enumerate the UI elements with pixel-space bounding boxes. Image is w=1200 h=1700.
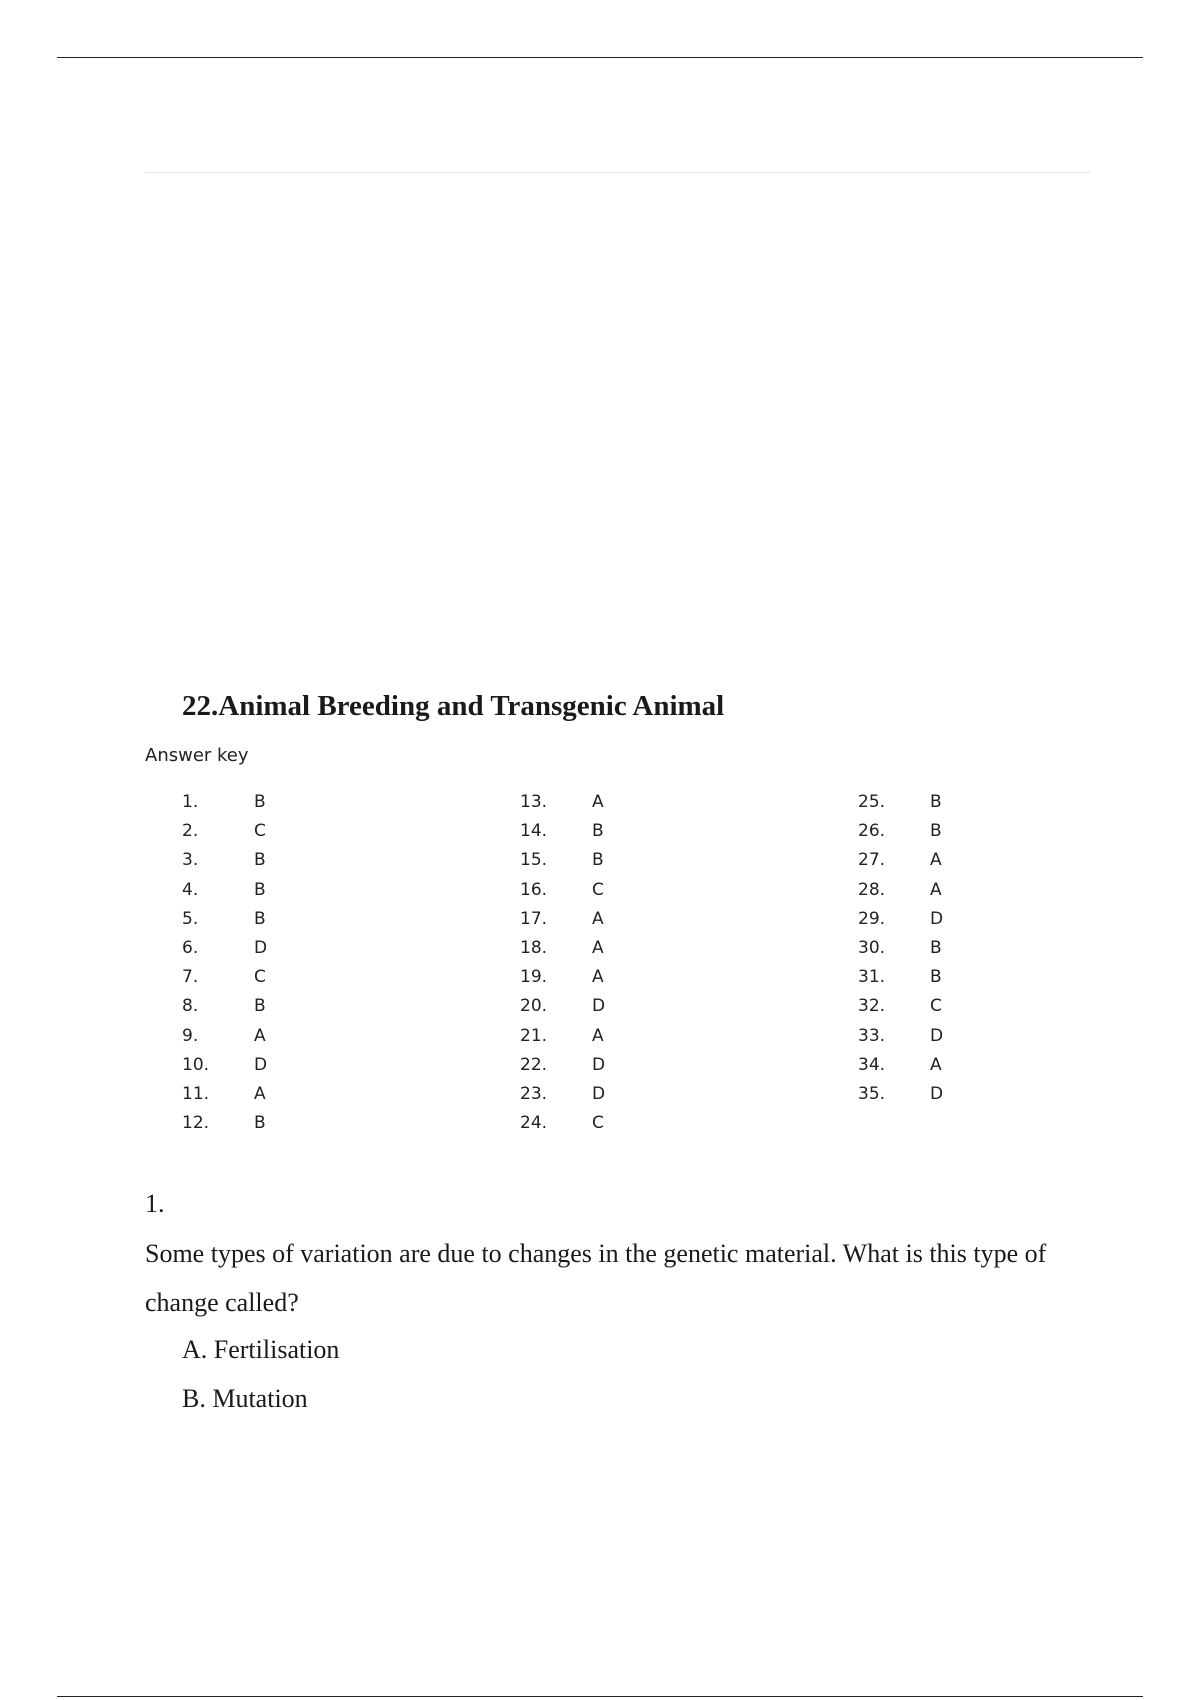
question-number: 20. — [520, 996, 548, 1017]
question-number: 35. — [858, 1083, 886, 1104]
answer-key-row — [182, 937, 382, 966]
question-number: 34. — [858, 1054, 886, 1075]
answer-key-row — [858, 879, 1058, 908]
answer-key-row — [520, 966, 720, 995]
question-number: 18. — [520, 937, 548, 958]
question-number: 14. — [520, 821, 548, 842]
question-number: 12. — [182, 1113, 210, 1134]
answer-key-row — [858, 966, 1058, 995]
question-number: 28. — [858, 879, 886, 900]
answer-key-row — [182, 1054, 382, 1083]
answer-key-row — [182, 820, 382, 849]
answer-letter: B — [254, 996, 266, 1017]
answer-key-row — [520, 908, 720, 937]
question-number: 5. — [182, 908, 199, 929]
answer-letter: D — [930, 908, 944, 929]
question-number: 21. — [520, 1025, 548, 1046]
answer-letter: D — [930, 1025, 944, 1046]
answer-letter: A — [254, 1083, 266, 1104]
question-number: 32. — [858, 996, 886, 1017]
answer-key-column-2 — [520, 791, 720, 1141]
answer-letter: A — [592, 937, 604, 958]
answer-key-row — [858, 1025, 1058, 1054]
answer-letter: B — [930, 792, 942, 812]
answer-key-row — [858, 995, 1058, 1024]
question-number: 6. — [182, 937, 199, 958]
answer-letter: A — [930, 1054, 942, 1075]
answer-key-row — [858, 791, 1058, 820]
footer-rule — [57, 1696, 1143, 1697]
page-title: 22.Animal Breeding and Transgenic Animal — [182, 690, 725, 722]
answer-key-label: Answer key — [145, 745, 249, 766]
question-number: 27. — [858, 850, 886, 871]
answer-letter: D — [254, 1054, 268, 1075]
question-number: 31. — [858, 967, 886, 988]
answer-letter: B — [930, 967, 942, 988]
answer-key-row — [182, 849, 382, 878]
faint-divider — [145, 172, 1090, 173]
answer-letter: C — [592, 879, 604, 900]
answer-key-row — [858, 908, 1058, 937]
answer-key-row — [520, 820, 720, 849]
answer-key-row — [182, 908, 382, 937]
question-number: 29. — [858, 908, 886, 929]
answer-letter: A — [592, 908, 604, 929]
answer-letter: C — [930, 996, 942, 1017]
question-number: 10. — [182, 1054, 210, 1075]
answer-key-row — [182, 966, 382, 995]
answer-letter: A — [592, 792, 604, 812]
answer-key-row — [520, 849, 720, 878]
answer-letter: B — [254, 1113, 266, 1134]
answer-letter: D — [930, 1083, 944, 1104]
answer-key-column-1 — [182, 791, 382, 1141]
answer-key-column-3 — [858, 791, 1058, 1112]
question-1-options — [182, 1325, 339, 1423]
answer-key-row — [520, 1083, 720, 1112]
answer-key-row — [182, 879, 382, 908]
answer-letter: B — [254, 879, 266, 900]
answer-letter: C — [254, 821, 266, 842]
answer-letter: D — [592, 1054, 606, 1075]
question-number: 8. — [182, 996, 199, 1017]
question-number: 13. — [520, 792, 548, 812]
answer-key-row — [520, 937, 720, 966]
answer-letter: C — [254, 967, 266, 988]
answer-letter: C — [592, 1113, 604, 1134]
answer-key-row — [858, 1054, 1058, 1083]
question-number: 4. — [182, 879, 199, 900]
answer-letter: D — [592, 996, 606, 1017]
option-b: B. Mutation — [182, 1384, 308, 1413]
question-number: 15. — [520, 850, 548, 871]
question-number: 24. — [520, 1113, 548, 1134]
answer-letter: A — [930, 879, 942, 900]
answer-letter: D — [592, 1083, 606, 1104]
question-number: 30. — [858, 937, 886, 958]
question-number: 33. — [858, 1025, 886, 1046]
question-number: 23. — [520, 1083, 548, 1104]
question-number: 16. — [520, 879, 548, 900]
question-number: 22. — [520, 1054, 548, 1075]
question-1-number: 1. — [145, 1189, 165, 1218]
answer-key-row — [520, 1112, 720, 1141]
answer-letter: B — [592, 850, 604, 871]
answer-letter: A — [930, 850, 942, 871]
answer-key-row — [520, 995, 720, 1024]
answer-key-row — [520, 879, 720, 908]
answer-key-row — [858, 937, 1058, 966]
answer-key-row — [182, 1112, 382, 1141]
question-number: 2. — [182, 821, 199, 842]
header-rule — [57, 57, 1143, 58]
question-1-text: Some types of variation are due to changes in the genetic material. What is this type of change called? — [145, 1239, 1047, 1317]
question-number: 26. — [858, 821, 886, 842]
answer-key-row — [858, 849, 1058, 878]
question-number: 11. — [182, 1083, 210, 1104]
question-number: 9. — [182, 1025, 199, 1046]
answer-key-row — [858, 820, 1058, 849]
question-number: 7. — [182, 967, 199, 988]
answer-key-row — [182, 995, 382, 1024]
answer-letter: A — [254, 1025, 266, 1046]
question-number: 19. — [520, 967, 548, 988]
answer-key-row — [182, 791, 382, 820]
answer-letter: B — [254, 792, 266, 812]
answer-letter: A — [592, 1025, 604, 1046]
question-number: 25. — [858, 792, 886, 812]
answer-key-row — [858, 1083, 1058, 1112]
answer-key-row — [182, 1083, 382, 1112]
option-a: A. Fertilisation — [182, 1335, 340, 1364]
answer-letter: B — [254, 908, 266, 929]
answer-key-row — [182, 1025, 382, 1054]
answer-letter: B — [254, 850, 266, 871]
answer-letter: A — [592, 967, 604, 988]
answer-key-row — [520, 1054, 720, 1083]
question-number: 1. — [182, 792, 199, 812]
answer-key-row — [520, 791, 720, 820]
answer-letter: B — [592, 821, 604, 842]
question-number: 3. — [182, 850, 199, 871]
answer-key-row — [520, 1025, 720, 1054]
question-number: 17. — [520, 908, 548, 929]
answer-letter: D — [254, 937, 268, 958]
answer-letter: B — [930, 821, 942, 842]
answer-letter: B — [930, 937, 942, 958]
